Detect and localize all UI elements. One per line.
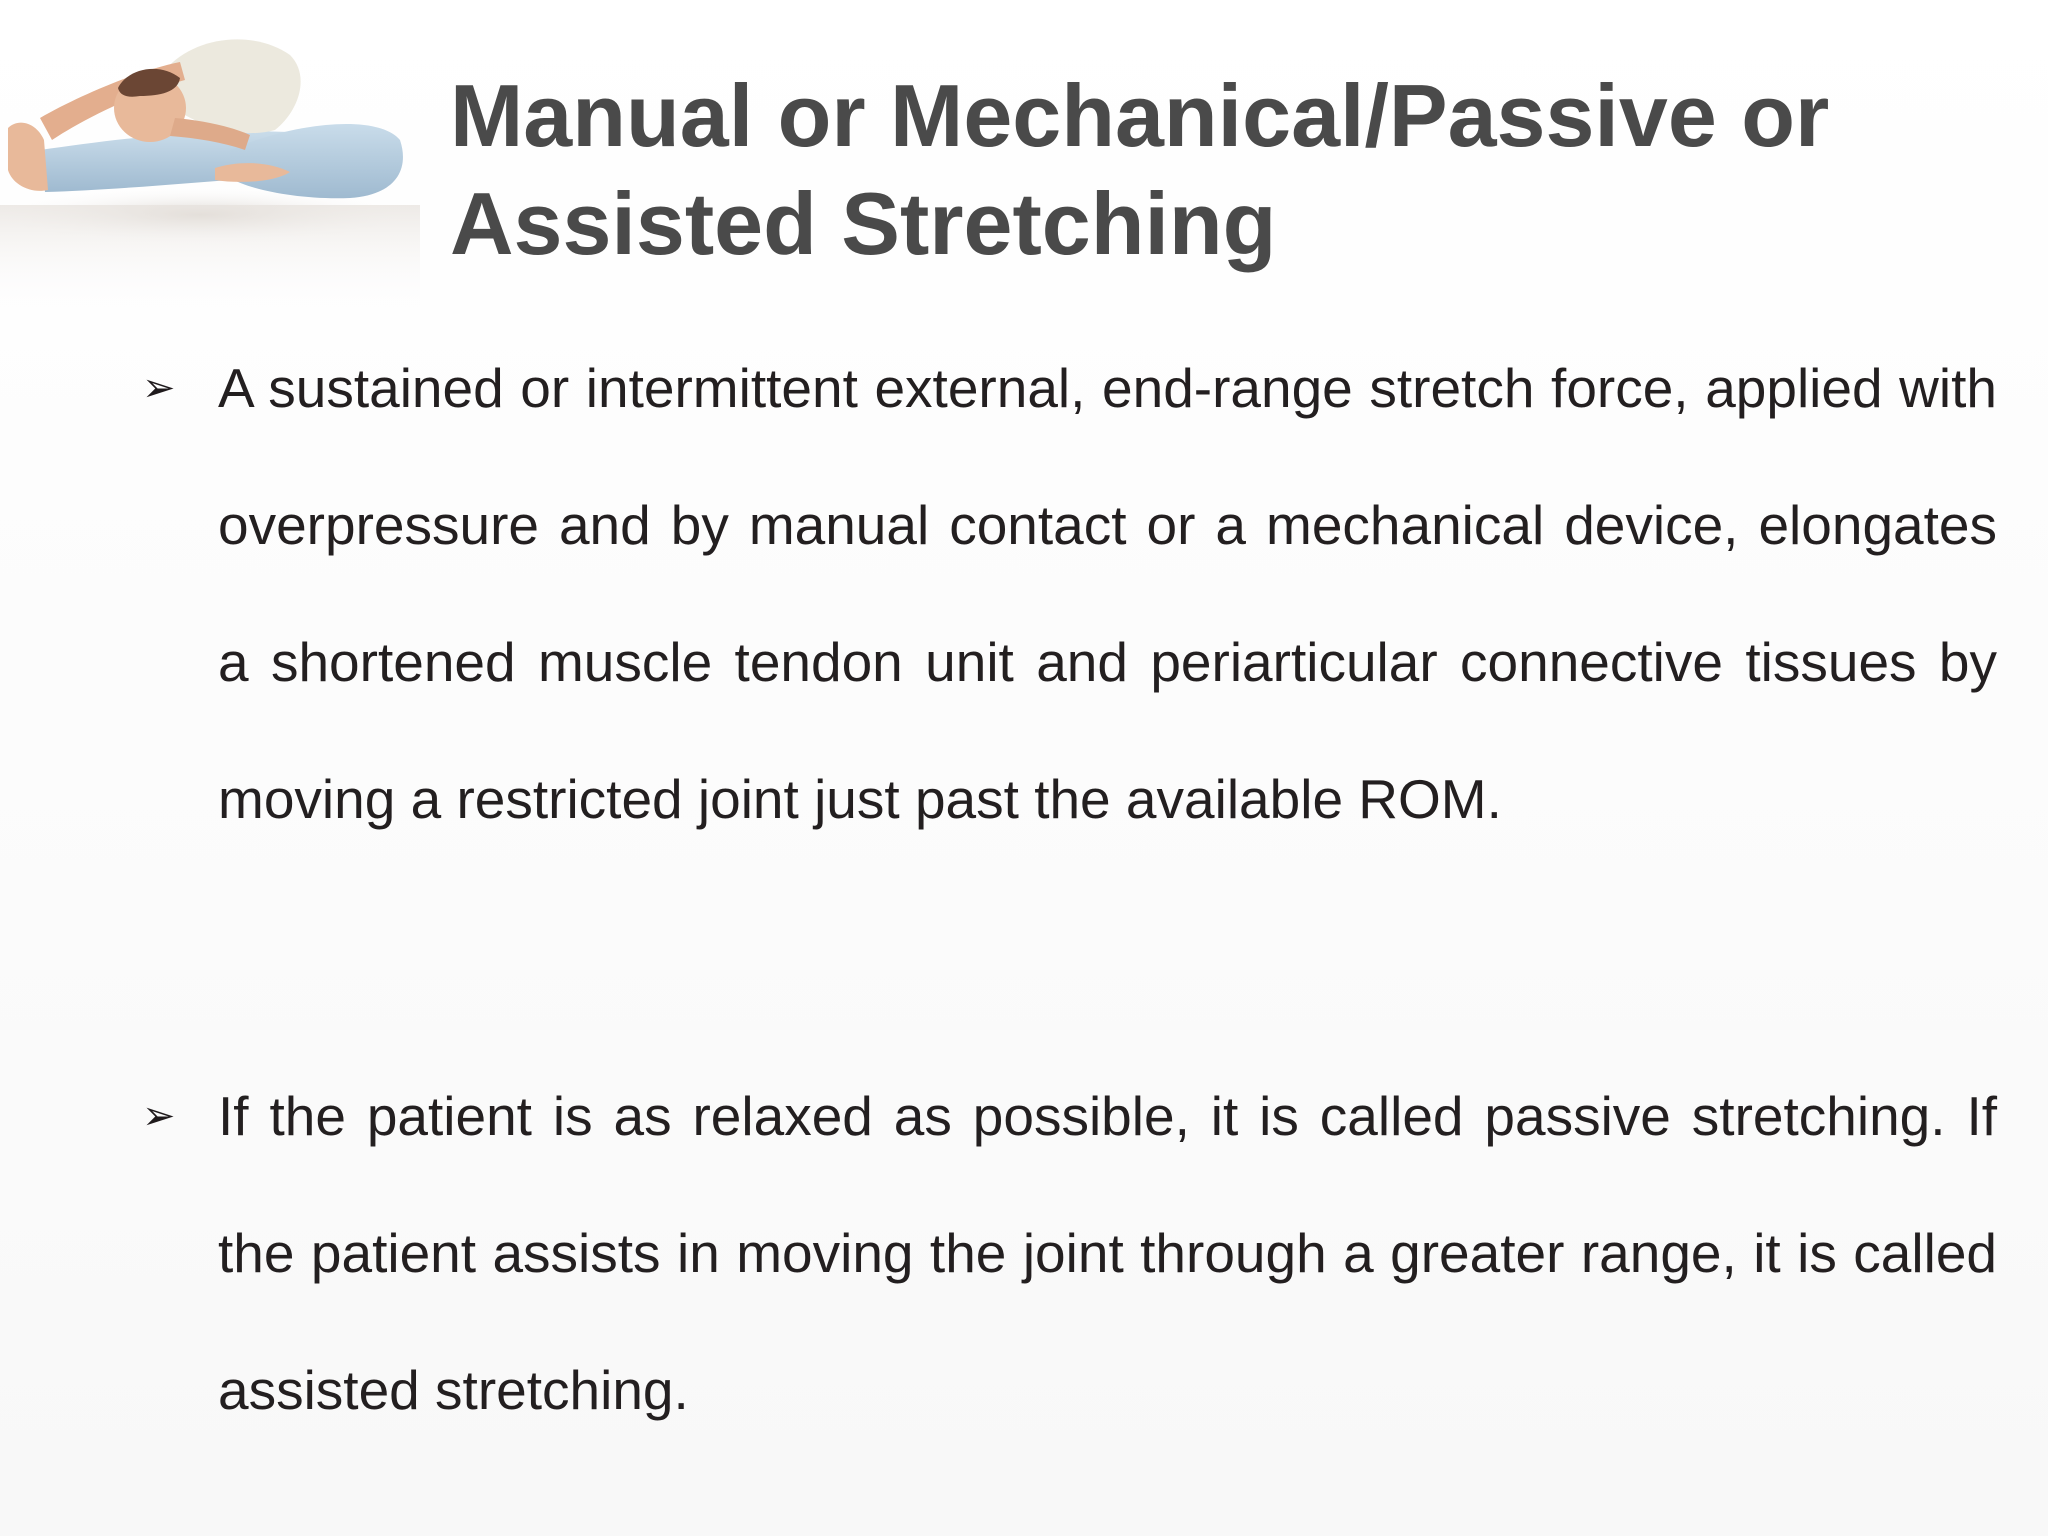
slide-title: Manual or Mechanical/Passive or Assisted Stretching: [450, 66, 1830, 273]
stretching-person-icon: [0, 0, 440, 320]
arrow-bullet-icon: ➢: [142, 1093, 176, 1139]
bullet-item: [142, 320, 1997, 868]
bullet-text: If the patient is as relaxed as possible, it is called passive stretching. If the patient assists in moving the joint through a greater range, it is called assisted stretching.: [218, 1085, 1997, 1421]
bullet-list: [142, 320, 1997, 1459]
bullet-item: [142, 1048, 1997, 1459]
bullet-text: A sustained or intermittent external, end-range stretch force, applied with overpressure and by manual contact or a mechanical device, elongates a shortened muscle tendon unit and periarticular connective tissues by moving a restricted joint just past the available ROM.: [218, 357, 1997, 830]
arrow-bullet-icon: ➢: [142, 365, 176, 411]
